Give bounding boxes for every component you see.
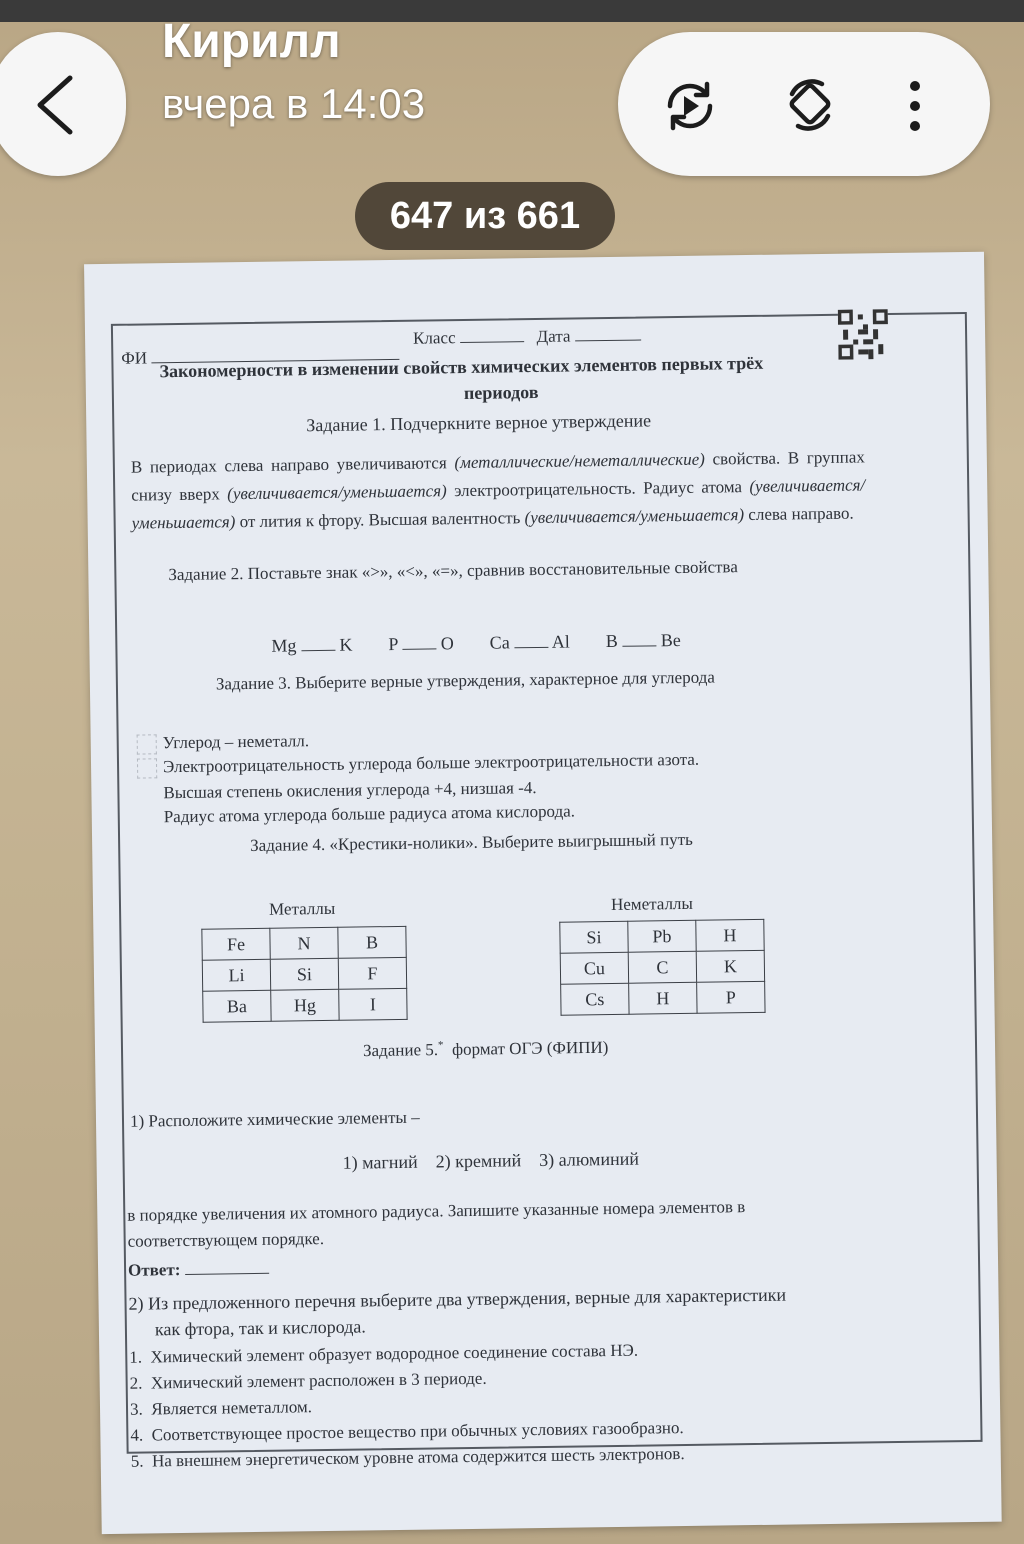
- grid-cell[interactable]: Cs: [561, 983, 629, 1015]
- pair2-blank[interactable]: [402, 631, 436, 649]
- grid-cell[interactable]: P: [697, 981, 765, 1013]
- grid-cell[interactable]: Si: [560, 921, 628, 953]
- task3-item-1: Углерод – неметалл.: [162, 731, 310, 753]
- task5-title-main: Задание 5.: [362, 1040, 439, 1061]
- answer-label: Ответ:: [127, 1260, 181, 1280]
- worksheet-frame: [111, 312, 983, 1471]
- back-button[interactable]: [0, 32, 126, 176]
- fi-label: ФИ: [121, 348, 148, 368]
- pair4-blank[interactable]: [622, 628, 656, 646]
- task3-item-2: Электроотрицательность углерода больше электроотрицательности азота.: [162, 749, 700, 777]
- task1-option3[interactable]: (увеличивается/уменьшается): [131, 475, 866, 533]
- metals-grid: [201, 926, 407, 1023]
- table-row: [560, 950, 764, 984]
- task5-q2-item-3[interactable]: 3. Является неметаллом.: [129, 1397, 313, 1419]
- task5-q2-line2: как фтора, так и кислорода.: [154, 1316, 366, 1340]
- task3-checkbox-2[interactable]: [137, 758, 157, 778]
- sender-name: Кирилл: [162, 15, 341, 68]
- task5-q1-text1: в порядке увеличения их атомного радиуса. Запишите указанные номера элементов в: [127, 1197, 746, 1225]
- grid-cell[interactable]: C: [628, 951, 696, 983]
- grid-cell[interactable]: K: [696, 950, 764, 982]
- class-field: [413, 323, 641, 349]
- more-vertical-icon[interactable]: [900, 78, 930, 134]
- worksheet-title-line2: периодов: [463, 381, 539, 403]
- task5-q1-text2: соответствующем порядке.: [127, 1229, 325, 1251]
- table-row: [560, 919, 764, 953]
- task1-part2: свойства. В группах снизу вверх: [131, 447, 865, 505]
- task5-q2-item-5[interactable]: 5. На внешнем энергетическом уровне атома содержится шесть электронов.: [130, 1444, 685, 1471]
- nonmetals-grid: [559, 919, 765, 1016]
- task5-q2-line1: 2) Из предложенного перечня выберите два утверждения, верные для характеристики: [128, 1284, 787, 1314]
- worksheet-title-line1: Закономерности в изменении свойств химических элементов первых трёх: [159, 352, 764, 382]
- task3-title: Задание 3. Выберите верные утверждения, характерное для углерода: [215, 667, 715, 694]
- table-row: [202, 926, 406, 960]
- task3-item: [137, 731, 310, 754]
- pair1-left: Mg: [271, 635, 297, 656]
- chevron-left-icon: [30, 74, 82, 136]
- answer-line[interactable]: [184, 1256, 268, 1275]
- task2-title: Задание 2. Поставьте знак «>», «<», «=», сравнив восстановительные свойства: [168, 557, 738, 585]
- grid-cell[interactable]: Ba: [203, 990, 271, 1022]
- grid-cell[interactable]: B: [338, 926, 406, 958]
- task1-option4[interactable]: (увеличивается/уменьшается): [524, 505, 745, 528]
- grid-cell[interactable]: N: [270, 927, 338, 959]
- class-line: [460, 324, 524, 343]
- grid-cell[interactable]: Fe: [202, 928, 270, 960]
- answer-field: [128, 1256, 269, 1281]
- pair2-left: P: [388, 633, 398, 655]
- viewer-actions: [618, 32, 990, 176]
- pair2-right: O: [440, 633, 454, 654]
- task5-title-rest: формат ОГЭ (ФИПИ): [451, 1037, 609, 1059]
- status-bar: [0, 0, 1024, 22]
- grid-cell[interactable]: Si: [270, 958, 338, 990]
- pair3-left: Ca: [489, 632, 510, 653]
- grid-cell[interactable]: Hg: [271, 989, 339, 1021]
- grid-cell[interactable]: I: [339, 988, 407, 1020]
- task1-option1[interactable]: (металлические/неметаллические): [454, 449, 706, 473]
- task5-q2-item-1[interactable]: 1. Химический элемент образует водородное соединение состава НЭ.: [129, 1340, 639, 1367]
- pair1-right: K: [339, 634, 353, 655]
- pair3-blank[interactable]: [514, 630, 548, 648]
- grid-cell[interactable]: H: [629, 982, 697, 1014]
- table-row: [203, 988, 407, 1022]
- worksheet-photo: [84, 252, 1002, 1534]
- task1-part5: слева направо.: [748, 503, 854, 525]
- grid-cell[interactable]: F: [338, 957, 406, 989]
- grid-cell[interactable]: Cu: [560, 952, 628, 984]
- task1-option2[interactable]: (увеличивается/уменьшается): [227, 481, 447, 504]
- task5-q2-item-2[interactable]: 2. Химический элемент расположен в 3 периоде.: [129, 1368, 487, 1393]
- task5-q2-item-4[interactable]: 4. Соответствующее простое вещество при обычных условиях газообразно.: [130, 1418, 684, 1445]
- task5-q1-elements: 1) магний 2) кремний 3) алюминий: [342, 1148, 640, 1173]
- class-label: Класс: [412, 328, 456, 348]
- nonmetals-label: Неметаллы: [610, 893, 694, 914]
- task5-title: [363, 1037, 609, 1061]
- pair4-right: Be: [660, 629, 681, 651]
- table-row: [561, 981, 765, 1015]
- pair4-left: B: [605, 630, 618, 652]
- grid-cell[interactable]: Pb: [628, 920, 696, 952]
- pair1-blank[interactable]: [301, 633, 335, 651]
- task1-title: Задание 1. Подчеркните верное утверждение: [306, 410, 652, 436]
- pair3-right: Al: [551, 631, 570, 652]
- grid-cell[interactable]: Li: [202, 959, 270, 991]
- grid-cell[interactable]: H: [696, 919, 764, 951]
- rotate-icon[interactable]: [778, 78, 842, 134]
- task1-part4: от лития к фтору. Высшая валентность: [239, 508, 521, 532]
- task1-part3: электроотрицательность. Радиус атома: [453, 477, 743, 501]
- date-line: [575, 323, 641, 342]
- photo-counter: 647 из 661: [355, 182, 615, 250]
- task2-pairs: [271, 628, 681, 657]
- task1-part1: В периодах слева направо увеличиваются: [130, 453, 447, 477]
- play-icon[interactable]: [658, 78, 722, 134]
- task3-item: [137, 750, 699, 779]
- task3-item-3: Высшая степень окисления углерода +4, низшая -4.: [163, 778, 537, 803]
- task5-q1-intro: 1) Расположите химические элементы –: [129, 1107, 420, 1131]
- task1-text: [131, 443, 866, 537]
- task3-checkbox-1[interactable]: [137, 734, 157, 754]
- qr-code-icon: [838, 309, 889, 360]
- task5-star: *: [437, 1039, 444, 1052]
- message-time: вчера в 14:03: [162, 80, 426, 127]
- metals-label: Металлы: [268, 898, 336, 919]
- table-row: [202, 957, 406, 991]
- task3-item-4: Радиус атома углерода больше радиуса атома кислорода.: [163, 801, 576, 827]
- task4-title: Задание 4. «Крестики-нолики». Выберите выигрышный путь: [250, 829, 693, 856]
- date-label: Дата: [536, 326, 571, 346]
